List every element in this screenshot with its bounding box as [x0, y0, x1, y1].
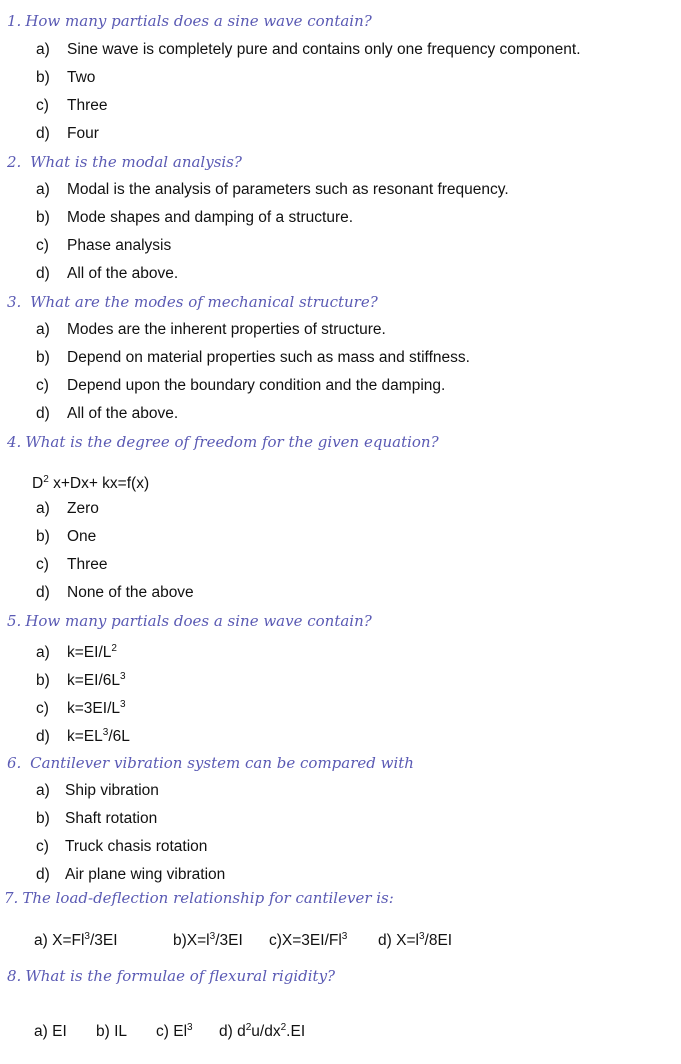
option-label: a): [36, 41, 50, 58]
option-text: Air plane wing vibration: [65, 866, 226, 883]
option-exponent-2: 2: [280, 1022, 287, 1033]
question-text: How many partials does a sine wave contain?: [25, 12, 372, 30]
option-label: b): [36, 209, 50, 226]
option-label: d): [36, 265, 50, 282]
option-text: Zero: [67, 500, 99, 517]
option-label: d): [36, 728, 50, 746]
equation: [32, 471, 149, 493]
option-3d: [36, 405, 178, 423]
question-text: How many partials does a sine wave contain?: [25, 612, 372, 630]
option-8b: [96, 1023, 156, 1041]
option-7c: [269, 928, 378, 950]
question-text: Cantilever vibration system can be compared with: [30, 754, 414, 772]
options-row-7: [34, 928, 452, 950]
question-text: What is the degree of freedom for the given equation?: [25, 433, 439, 451]
option-label: c): [36, 97, 49, 114]
equation-rest: x+Dx+ kx=f(x): [48, 475, 150, 493]
option-text: d: [237, 1023, 246, 1041]
option-label: a): [36, 181, 50, 198]
option-text: Three: [67, 97, 108, 114]
option-8a: [34, 1023, 96, 1041]
option-text: Truck chasis rotation: [65, 838, 208, 855]
option-text: Shaft rotation: [65, 810, 158, 827]
option-8c: [156, 1019, 219, 1041]
question-number: 1.: [7, 12, 22, 30]
option-label: a): [36, 782, 50, 799]
option-label: d): [36, 405, 50, 422]
option-text: X=3EI/Fl: [281, 932, 342, 950]
option-exponent: 3: [102, 727, 109, 738]
option-label: d): [36, 125, 50, 142]
option-tail: /6L: [108, 728, 130, 746]
option-7a: [34, 928, 173, 950]
question-number: 2.: [7, 153, 22, 171]
option-2b: [36, 209, 353, 227]
option-5d: [36, 724, 130, 746]
option-1c: [36, 97, 108, 115]
option-tail: .EI: [286, 1023, 306, 1041]
option-3c: [36, 377, 445, 395]
option-label: d): [36, 584, 50, 601]
option-exponent: 3: [209, 931, 216, 942]
option-label: a): [36, 644, 50, 662]
option-8d: [219, 1019, 305, 1041]
question-5: [7, 612, 372, 630]
option-4a: [36, 500, 99, 518]
option-label: c): [36, 556, 49, 573]
option-exponent: 3: [341, 931, 348, 942]
option-label: c): [36, 237, 49, 254]
option-text: Sine wave is completely pure and contains only one frequency component.: [67, 41, 581, 58]
question-number: 6.: [7, 754, 22, 772]
option-1d: [36, 125, 99, 143]
option-text: k=EI/L: [67, 644, 112, 662]
options-row-8: [34, 1019, 305, 1041]
question-text: The load-deflection relationship for cantilever is:: [22, 889, 394, 907]
question-1: [7, 12, 372, 30]
option-mid: u/dx: [251, 1023, 281, 1041]
question-number: 8.: [7, 967, 22, 985]
option-1b: [36, 69, 95, 87]
option-exponent: 3: [120, 671, 126, 682]
option-label: b): [36, 349, 50, 366]
option-tail: /8EI: [424, 932, 453, 950]
option-label: c): [269, 932, 282, 950]
option-label: d): [219, 1023, 233, 1041]
option-1a: [36, 41, 581, 59]
option-label: d): [378, 932, 392, 950]
option-6c: [36, 838, 207, 856]
question-number: 5.: [7, 612, 22, 630]
option-label: a): [36, 321, 50, 338]
option-text: X=l: [396, 932, 419, 950]
question-number: 7.: [4, 889, 19, 907]
option-text: Depend upon the boundary condition and the damping.: [67, 377, 446, 394]
option-6a: [36, 782, 159, 800]
option-text: Phase analysis: [67, 237, 172, 254]
option-tail: /3EI: [215, 932, 243, 950]
option-text: EI: [52, 1023, 67, 1041]
option-text: Ship vibration: [65, 782, 159, 799]
option-text: None of the above: [67, 584, 194, 601]
option-text: El: [173, 1023, 188, 1041]
option-7d: [378, 928, 452, 950]
option-text: All of the above.: [67, 265, 179, 282]
option-label: b): [36, 672, 50, 690]
option-7b: [173, 928, 269, 950]
option-text: Two: [67, 69, 96, 86]
option-text: k=3EI/L: [67, 700, 120, 718]
question-4: [7, 433, 439, 451]
option-text: IL: [114, 1023, 128, 1041]
option-text: Modal is the analysis of parameters such as resonant frequency.: [67, 181, 509, 198]
option-text: One: [67, 528, 97, 545]
question-6: [7, 754, 414, 772]
option-exponent: 3: [187, 1022, 193, 1033]
option-exponent: 3: [84, 931, 90, 942]
option-text: Modes are the inherent properties of structure.: [67, 321, 386, 338]
option-label: c): [156, 1023, 169, 1041]
option-label: a): [34, 932, 48, 950]
option-3b: [36, 349, 470, 367]
option-2a: [36, 181, 509, 199]
option-label: c): [36, 838, 49, 855]
option-2c: [36, 237, 171, 255]
option-2d: [36, 265, 178, 283]
option-text: X=l: [186, 932, 210, 950]
option-label: b): [36, 528, 50, 545]
option-5a: [36, 640, 117, 662]
option-exponent: 2: [111, 643, 117, 654]
question-text: What is the formulae of flexural rigidity?: [25, 967, 336, 985]
option-5b: [36, 668, 126, 690]
option-text: Three: [67, 556, 108, 573]
option-text: Depend on material properties such as mass and stiffness.: [67, 349, 470, 366]
option-text: All of the above.: [67, 405, 179, 422]
option-6b: [36, 810, 157, 828]
option-label: c): [36, 700, 49, 718]
question-text: What is the modal analysis?: [30, 153, 242, 171]
question-7: [4, 889, 394, 907]
option-label: b): [173, 932, 187, 950]
option-exponent: 2: [245, 1022, 252, 1033]
option-5c: [36, 696, 126, 718]
option-4b: [36, 528, 96, 546]
option-text: Mode shapes and damping of a structure.: [67, 209, 354, 226]
option-4d: [36, 584, 194, 602]
option-label: b): [36, 810, 50, 827]
option-3a: [36, 321, 386, 339]
option-label: c): [36, 377, 49, 394]
option-tail: /3EI: [89, 932, 118, 950]
equation-exponent: 2: [43, 474, 49, 485]
option-6d: [36, 866, 225, 884]
option-label: a): [34, 1023, 48, 1041]
option-text: k=EL: [67, 728, 103, 746]
question-2: [7, 153, 242, 171]
question-number: 3.: [7, 293, 22, 311]
question-3: [7, 293, 378, 311]
option-4c: [36, 556, 108, 574]
option-text: k=EI/6L: [67, 672, 120, 690]
question-number: 4.: [7, 433, 22, 451]
option-text: Four: [67, 125, 99, 142]
option-label: d): [36, 866, 50, 883]
option-exponent: 3: [120, 699, 126, 710]
equation-d: D: [32, 475, 44, 493]
option-text: X=Fl: [52, 932, 85, 950]
question-text: What are the modes of mechanical structure?: [30, 293, 378, 311]
option-label: a): [36, 500, 50, 517]
option-exponent: 3: [418, 931, 425, 942]
question-8: [7, 967, 335, 985]
option-label: b): [96, 1023, 110, 1041]
option-label: b): [36, 69, 50, 86]
